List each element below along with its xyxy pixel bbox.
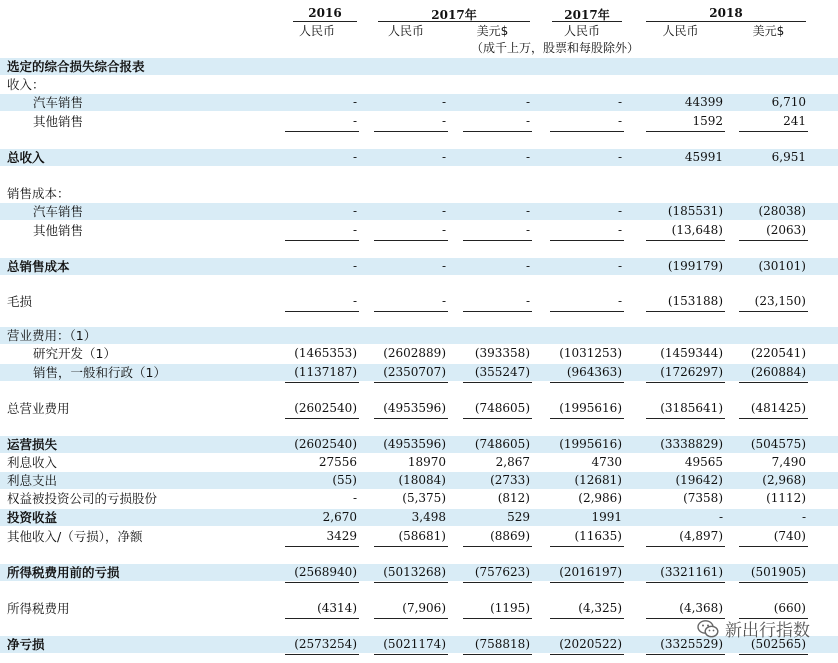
table-cell: (4,368) — [679, 601, 723, 615]
table-row — [0, 258, 838, 275]
table-cell: - — [525, 223, 530, 237]
table-cell: (2602540) — [294, 401, 357, 415]
underline-rule — [550, 382, 624, 383]
table-cell: - — [441, 114, 446, 128]
table-cell: (153188) — [667, 294, 723, 308]
row-label: 收入： — [7, 77, 45, 92]
underline-rule — [374, 618, 448, 619]
underline-rule — [739, 418, 808, 419]
table-cell: (30101) — [758, 259, 806, 273]
year-header: 2018 — [709, 6, 743, 20]
table-cell: (812) — [497, 491, 530, 505]
table-cell: - — [617, 223, 622, 237]
table-cell: 2,867 — [495, 455, 530, 469]
underline-rule — [374, 311, 448, 312]
table-row — [0, 472, 838, 489]
table-cell: (18084) — [398, 473, 446, 487]
underline-rule — [285, 311, 359, 312]
row-label: 其他销售 — [33, 114, 84, 129]
table-cell: 49565 — [684, 455, 723, 469]
table-cell: 4730 — [591, 455, 622, 469]
underline-rule — [374, 131, 448, 132]
table-row — [0, 454, 838, 471]
table-cell: (1459344) — [660, 346, 723, 360]
table-cell: (5013268) — [383, 565, 446, 579]
table-cell: 241 — [783, 114, 806, 128]
table-cell: (1195) — [490, 601, 530, 615]
table-cell: (1137187) — [294, 365, 357, 379]
table-cell: 18970 — [407, 455, 446, 469]
table-cell: (2,986) — [578, 491, 622, 505]
table-row — [0, 564, 838, 581]
table-cell: (12681) — [574, 473, 622, 487]
underline-rule — [463, 382, 532, 383]
underline-rule — [463, 546, 532, 547]
table-cell: - — [352, 223, 357, 237]
underline-rule — [374, 382, 448, 383]
underline-rule — [285, 654, 359, 655]
table-row — [0, 76, 838, 93]
table-cell: 7,490 — [771, 455, 806, 469]
currency-header: 人民币 — [563, 24, 600, 38]
table-cell: (23,150) — [754, 294, 806, 308]
table-cell: (19642) — [675, 473, 723, 487]
table-cell: - — [617, 150, 622, 164]
table-cell: - — [525, 95, 530, 109]
underline-rule — [550, 546, 624, 547]
underline-rule — [463, 131, 532, 132]
table-cell: (260884) — [750, 365, 806, 379]
table-cell: - — [718, 510, 723, 524]
table-row — [0, 293, 838, 310]
underline-rule — [646, 382, 725, 383]
table-cell: (2733) — [490, 473, 530, 487]
table-cell: (3338829) — [660, 437, 723, 451]
table-cell: - — [441, 223, 446, 237]
underline-rule — [550, 311, 624, 312]
table-cell: (757623) — [474, 565, 530, 579]
table-row — [0, 600, 838, 617]
table-cell: (3321161) — [660, 565, 723, 579]
table-cell: 6,710 — [771, 95, 806, 109]
table-cell: (4,325) — [578, 601, 622, 615]
table-cell: 3429 — [326, 529, 357, 543]
row-label: 其他收入/（亏损），净额 — [7, 529, 143, 544]
table-cell: (7358) — [683, 491, 723, 505]
table-cell: - — [352, 114, 357, 128]
currency-header: 人民币 — [662, 24, 699, 38]
underline-rule — [550, 618, 624, 619]
underline-rule — [646, 311, 725, 312]
table-cell: (748605) — [474, 401, 530, 415]
table-row — [0, 149, 838, 166]
table-cell: (481425) — [750, 401, 806, 415]
table-cell: (660) — [773, 601, 806, 615]
table-cell: (748605) — [474, 437, 530, 451]
table-cell: (4953596) — [383, 437, 446, 451]
table-cell: (220541) — [750, 346, 806, 360]
currency-header: 美元$ — [752, 24, 785, 38]
table-cell: (8869) — [490, 529, 530, 543]
underline-rule — [646, 240, 725, 241]
row-label: 毛损 — [7, 294, 33, 309]
table-cell: - — [441, 259, 446, 273]
underline-rule — [463, 240, 532, 241]
table-cell: - — [352, 95, 357, 109]
row-label: 总收入 — [7, 150, 45, 165]
table-cell: 27556 — [318, 455, 357, 469]
table-cell: - — [441, 95, 446, 109]
table-cell: (1995616) — [559, 437, 622, 451]
table-cell: 2,670 — [322, 510, 357, 524]
underline-rule — [374, 654, 448, 655]
underline-rule — [285, 240, 359, 241]
table-cell: (502565) — [750, 637, 806, 651]
table-cell: - — [525, 259, 530, 273]
table-cell: (1031253) — [559, 346, 622, 360]
table-cell: (3325529) — [660, 637, 723, 651]
table-cell: (2568940) — [294, 565, 357, 579]
table-cell: (2602540) — [294, 437, 357, 451]
currency-header: 人民币 — [387, 24, 424, 38]
underline-rule — [463, 618, 532, 619]
table-cell: (11635) — [574, 529, 622, 543]
table-cell: (28038) — [758, 204, 806, 218]
row-label: 权益被投资公司的亏损股份 — [7, 491, 158, 506]
table-cell: - — [441, 294, 446, 308]
table-cell: 529 — [507, 510, 530, 524]
table-row — [0, 509, 838, 526]
underline-rule — [463, 654, 532, 655]
table-cell: (185531) — [667, 204, 723, 218]
table-cell: - — [617, 204, 622, 218]
table-cell: - — [352, 259, 357, 273]
table-cell: 1592 — [692, 114, 723, 128]
underline-rule — [739, 382, 808, 383]
table-cell: - — [525, 204, 530, 218]
table-cell: - — [525, 294, 530, 308]
table-cell: (504575) — [750, 437, 806, 451]
underline-rule — [285, 546, 359, 547]
underline-rule — [550, 582, 624, 583]
table-cell: (4314) — [317, 601, 357, 615]
underline-rule — [285, 618, 359, 619]
table-cell: (13,648) — [671, 223, 723, 237]
table-row — [0, 400, 838, 417]
underline-rule — [550, 240, 624, 241]
table-row — [0, 528, 838, 545]
table-cell: (7,906) — [402, 601, 446, 615]
underline-rule — [739, 582, 808, 583]
table-row — [0, 94, 838, 111]
row-label: 汽车销售 — [33, 95, 84, 110]
table-row — [0, 345, 838, 362]
row-label: 运营损失 — [7, 437, 58, 452]
table-cell: - — [617, 95, 622, 109]
table-cell: (2573254) — [294, 637, 357, 651]
table-row — [0, 490, 838, 507]
table-row — [0, 436, 838, 453]
underline-rule — [463, 418, 532, 419]
table-cell: (199179) — [667, 259, 723, 273]
row-label: 利息收入 — [7, 455, 58, 470]
table-cell: - — [352, 491, 357, 505]
table-cell: (393358) — [474, 346, 530, 360]
table-cell: - — [352, 204, 357, 218]
table-cell: - — [441, 204, 446, 218]
underline-rule — [285, 582, 359, 583]
row-label: 所得税费用前的亏损 — [7, 565, 120, 580]
underline-rule — [374, 546, 448, 547]
year-header: 2017年 — [564, 8, 610, 22]
row-label: 总营业费用 — [7, 401, 70, 416]
table-cell: (5021174) — [383, 637, 446, 651]
row-label: 销售，一般和行政（1） — [33, 365, 166, 380]
table-cell: (740) — [773, 529, 806, 543]
underline-rule — [550, 131, 624, 132]
unit-note: （成千上万，股票和每股除外） — [470, 41, 639, 55]
underline-rule — [739, 240, 808, 241]
row-label: 投资收益 — [7, 510, 58, 525]
table-cell: (4,897) — [679, 529, 723, 543]
underline-rule — [463, 582, 532, 583]
table-cell: (2602889) — [383, 346, 446, 360]
currency-header: 人民币 — [298, 24, 335, 38]
watermark — [697, 616, 810, 641]
table-cell: 44399 — [684, 95, 723, 109]
row-label: 研究开发（1） — [33, 346, 116, 361]
table-cell: (4953596) — [383, 401, 446, 415]
underline-rule — [739, 654, 808, 655]
table-cell: - — [525, 150, 530, 164]
underline-rule — [646, 654, 725, 655]
table-cell: 6,951 — [771, 150, 806, 164]
table-row — [0, 203, 838, 220]
underline-rule — [550, 654, 624, 655]
row-label: 选定的综合损失综合报表 — [7, 59, 145, 74]
table-cell: - — [525, 114, 530, 128]
table-row — [0, 58, 838, 75]
underline-rule — [739, 131, 808, 132]
table-row — [0, 222, 838, 239]
table-cell: (55) — [332, 473, 357, 487]
table-cell: - — [352, 294, 357, 308]
table-cell: (58681) — [398, 529, 446, 543]
row-label: 净亏损 — [7, 637, 45, 652]
table-cell: (5,375) — [402, 491, 446, 505]
table-cell: (758818) — [474, 637, 530, 651]
table-cell: - — [617, 294, 622, 308]
table-cell: (964363) — [566, 365, 622, 379]
underline-rule — [374, 240, 448, 241]
underline-rule — [739, 311, 808, 312]
underline-rule — [374, 582, 448, 583]
table-cell: (2,968) — [762, 473, 806, 487]
underline-rule — [739, 546, 808, 547]
table-cell: (2020522) — [559, 637, 622, 651]
underline-rule — [550, 418, 624, 419]
table-cell: (1465353) — [294, 346, 357, 360]
year-header: 2016 — [308, 6, 342, 20]
table-cell: (2063) — [766, 223, 806, 237]
watermark-text: 新出行指数 — [725, 621, 810, 641]
table-row — [0, 113, 838, 130]
underline-rule — [285, 131, 359, 132]
table-cell: - — [801, 510, 806, 524]
underline-rule — [374, 418, 448, 419]
row-label: 汽车销售 — [33, 204, 84, 219]
table-cell: (355247) — [474, 365, 530, 379]
table-row — [0, 327, 838, 344]
table-cell: (3185641) — [660, 401, 723, 415]
row-label: 销售成本： — [7, 186, 70, 201]
row-label: 营业费用：（1） — [7, 328, 97, 343]
year-header: 2017年 — [431, 8, 477, 22]
table-cell: - — [352, 150, 357, 164]
table-cell: 1991 — [591, 510, 622, 524]
underline-rule — [646, 546, 725, 547]
underline-rule — [285, 418, 359, 419]
table-cell: 3,498 — [411, 510, 446, 524]
table-cell: - — [441, 150, 446, 164]
row-label: 利息支出 — [7, 473, 58, 488]
table-cell: 45991 — [684, 150, 723, 164]
table-cell: (1726297) — [660, 365, 723, 379]
underline-rule — [646, 131, 725, 132]
wechat-icon — [697, 619, 719, 639]
underline-rule — [646, 582, 725, 583]
table-row — [0, 364, 838, 381]
table-row — [0, 185, 838, 202]
underline-rule — [285, 382, 359, 383]
table-cell: (2350707) — [383, 365, 446, 379]
row-label: 所得税费用 — [7, 601, 70, 616]
currency-header: 美元$ — [476, 24, 509, 38]
table-cell: (2016197) — [559, 565, 622, 579]
underline-rule — [463, 311, 532, 312]
table-cell: (1112) — [766, 491, 806, 505]
underline-rule — [646, 418, 725, 419]
table-cell: - — [617, 114, 622, 128]
row-label: 总销售成本 — [7, 259, 70, 274]
row-label: 其他销售 — [33, 223, 84, 238]
table-cell: - — [617, 259, 622, 273]
table-cell: (501905) — [750, 565, 806, 579]
table-cell: (1995616) — [559, 401, 622, 415]
